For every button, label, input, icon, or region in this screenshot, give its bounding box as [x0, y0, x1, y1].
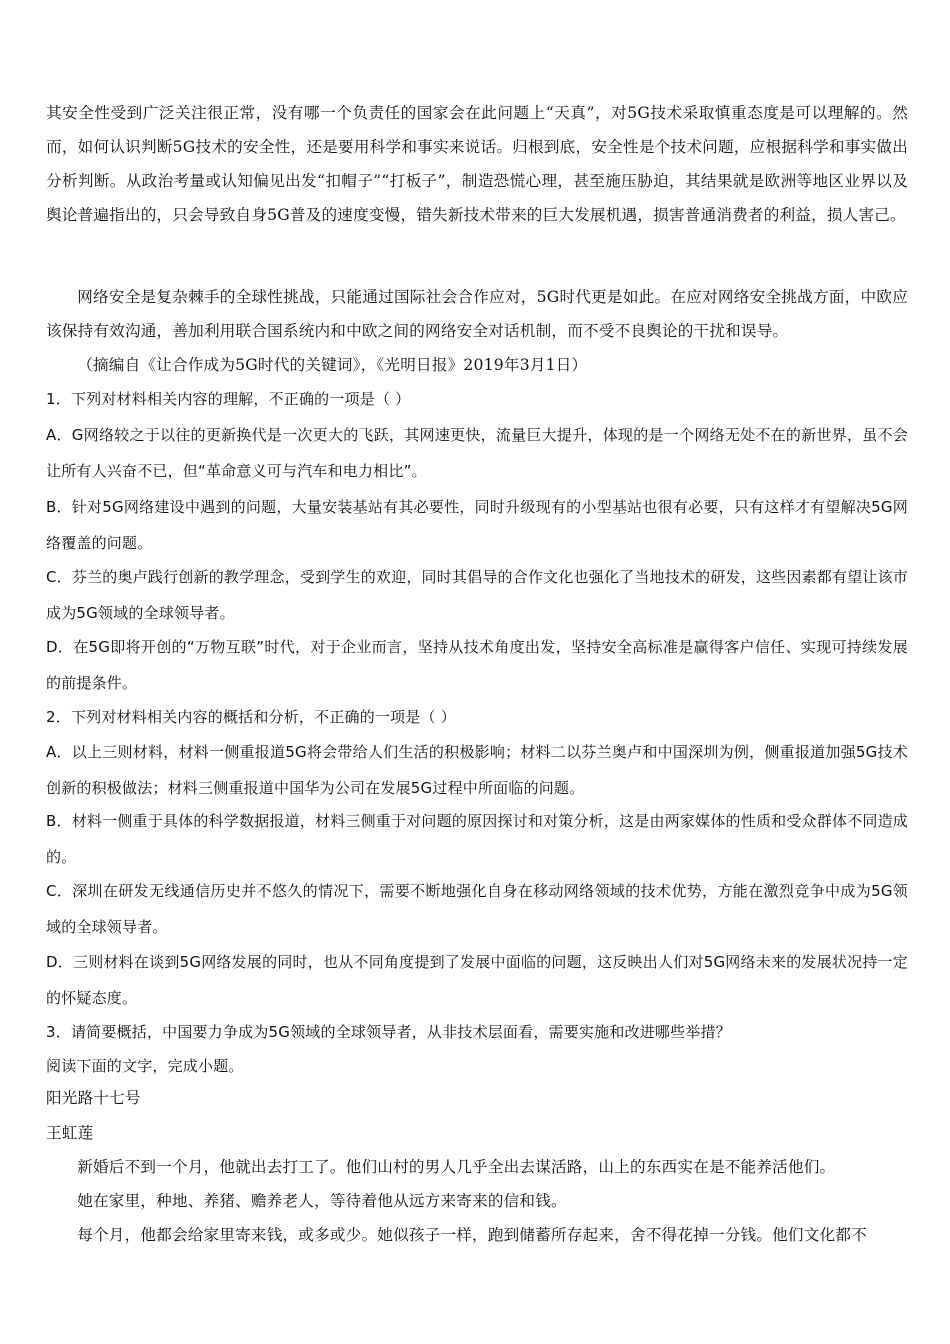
- story-author: 王虹莲: [46, 1124, 94, 1142]
- question-1-option-a: A．G网络较之于以往的更新换代是一次更大的飞跃，其网速更快，流量巨大提升，体现的是一个网络无处不在的新世界，虽不会让所有人兴奋不已，但“革命意义可与汽车和电力相比”。: [46, 426, 908, 480]
- story-title: 阳光路十七号: [46, 1089, 141, 1107]
- story-paragraph-1: 新婚后不到一个月，他就出去打工了。他们山村的男人几乎全出去谋活路，山上的东西实在是不能养活他们。: [77, 1158, 836, 1176]
- question-2-stem: 2．下列对材料相关内容的概括和分析，不正确的一项是（ ）: [46, 708, 456, 726]
- passage-paragraph-1: 其安全性受到广泛关注很正常，没有哪一个负责任的国家会在此问题上“天真”，对5G技术采取慎重态度是可以理解的。然而，如何认识判断5G技术的安全性，还是要用科学和事实来说话。归根到底，安全性是个技术问题，应根据科学和事实做出分析判断。从政治考量或认知偏见出发“扣帽子”“打板子”，制造恐慌心理，甚至施压胁迫，其结果就是欧洲等地区业界以及舆论普遍指出的，只会导致自身5G普及的速度变慢，错失新技术带来的巨大发展机遇，损害普通消费者的利益，损人害己。: [46, 104, 908, 224]
- question-2-option-b: B．材料一侧重于具体的科学数据报道，材料三侧重于对问题的原因探讨和对策分析，这是由两家媒体的性质和受众群体不同造成的。: [46, 812, 908, 866]
- question-2-option-c: C．深圳在研发无线通信历史并不悠久的情况下，需要不断地强化自身在移动网络领域的技术优势，方能在激烈竞争中成为5G领域的全球领导者。: [46, 882, 908, 936]
- question-1-option-c: C．芬兰的奥卢践行创新的教学理念，受到学生的欢迎，同时其倡导的合作文化也强化了当地技术的研发，这些因素都有望让该市成为5G领域的全球领导者。: [46, 568, 908, 622]
- question-1-stem: 1．下列对材料相关内容的理解，不正确的一项是（ ）: [46, 390, 411, 408]
- story-paragraph-3: 每个月，他都会给家里寄来钱，或多或少。她似孩子一样，跑到储蓄所存起来，舍不得花掉一分钱。他们文化都不: [77, 1226, 867, 1244]
- question-1-option-d: D．在5G即将开创的“万物互联”时代，对于企业而言，坚持从技术角度出发，坚持安全高标准是赢得客户信任、实现可持续发展的前提条件。: [46, 638, 908, 692]
- question-2-option-a: A．以上三则材料，材料一侧重报道5G将会带给人们生活的积极影响；材料二以芬兰奥卢和中国深圳为例，侧重报道加强5G技术创新的积极做法；材料三侧重报道中国华为公司在发展5G过程中所面临的问题。: [46, 743, 908, 797]
- reading-instruction: 阅读下面的文字，完成小题。: [46, 1057, 244, 1075]
- question-3-stem: 3．请简要概括，中国要力争成为5G领域的全球领导者，从非技术层面看，需要实施和改进哪些举措？: [46, 1023, 731, 1041]
- passage-source: （摘编自《让合作成为5G时代的关键词》，《光明日报》2019年3月1日）: [77, 356, 588, 374]
- question-2-option-d: D．三则材料在谈到5G网络发展的同时，也从不同角度提到了发展中面临的问题，这反映出人们对5G网络未来的发展状况持一定的怀疑态度。: [46, 953, 908, 1007]
- story-paragraph-2: 她在家里，种地、养猪、赡养老人，等待着他从远方来寄来的信和钱。: [77, 1192, 567, 1210]
- question-1-option-b: B．针对5G网络建设中遇到的问题，大量安装基站有其必要性，同时升级现有的小型基站也很有必要，只有这样才有望解决5G网络覆盖的问题。: [46, 498, 908, 552]
- passage-paragraph-2: 网络安全是复杂棘手的全球性挑战，只能通过国际社会合作应对，5G时代更是如此。在应对网络安全挑战方面，中欧应该保持有效沟通，善加利用联合国系统内和中欧之间的网络安全对话机制，而不受不良舆论的干扰和误导。: [46, 288, 908, 340]
